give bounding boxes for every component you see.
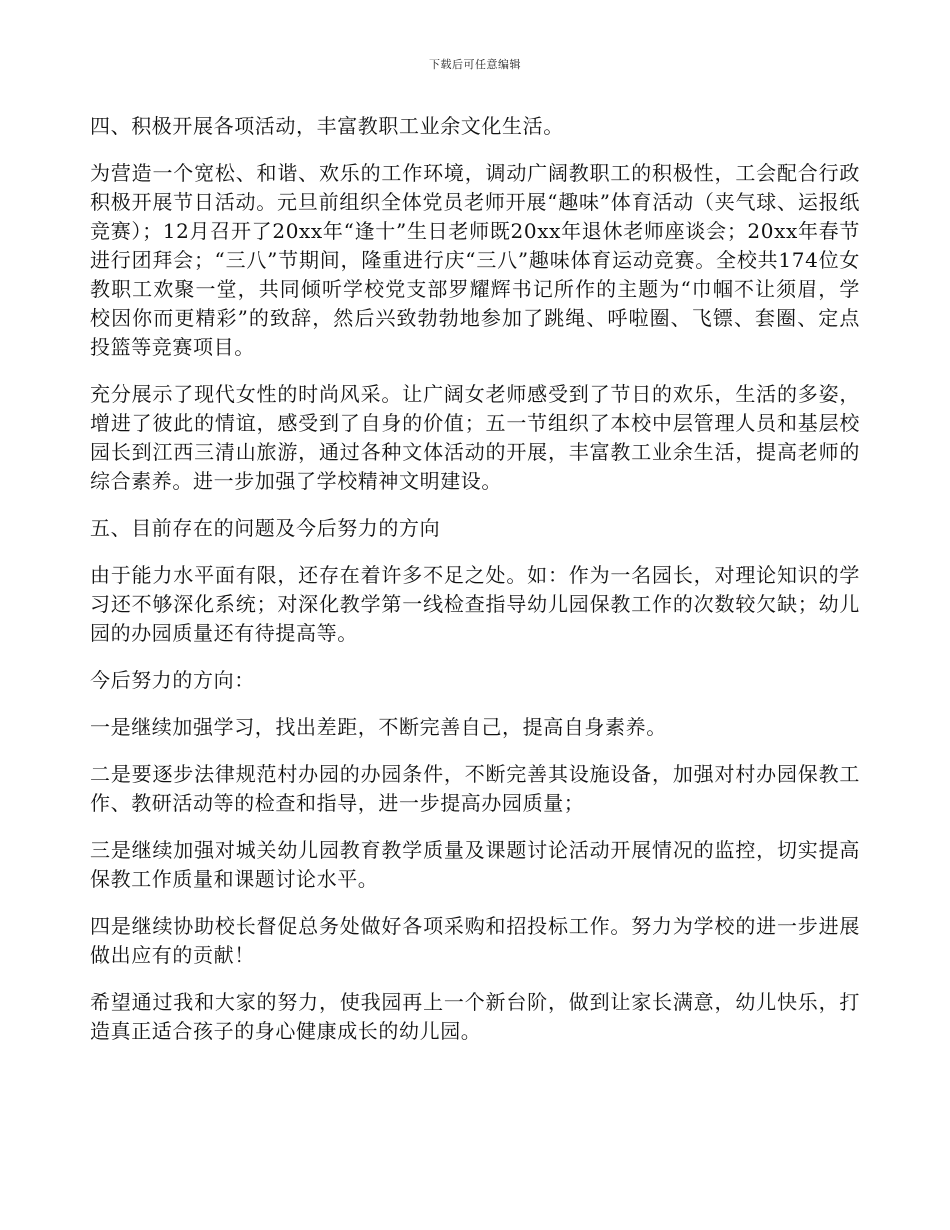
page-header: 下载后可任意编辑	[429, 58, 521, 71]
list-item-third: 三是继续加强对城关幼儿园教育教学质量及课题讨论活动开展情况的监控，切实提高保教工作质量和课题讨论水平。	[90, 838, 860, 891]
paragraph-shortcomings: 由于能力水平面有限，还存在着许多不足之处。如：作为一名园长，对理论知识的学习还不够深化系统；对深化教学第一线检查指导幼儿园保教工作的次数较欠缺；幼儿园的办园质量还有待提高等。	[90, 563, 860, 645]
paragraph-holiday-activities: 为营造一个宽松、和谐、欢乐的工作环境，调动广阔教职工的积极性，工会配合行政积极开展节日活动。元旦前组织全体党员老师开展“趣味”体育活动（夹气球、运报纸竞赛）；12月召开了20xx年“逢十”生日老师既20xx年退休老师座谈会；20xx年春节进行团拜会；“三八”节期间，隆重进行庆“三八”趣味体育运动竞赛。全校共174位女教职工欢聚一堂，共同倾听学校党支部罗耀辉书记所作的主题为“巾帼不让须眉，学校因你而更精彩”的致辞，然后兴致勃勃地参加了跳绳、呼啦圈、飞镖、套圈、定点投篮等竞赛项目。	[90, 161, 860, 359]
paragraph-womens-style: 充分展示了现代女性的时尚风采。让广阔女老师感受到了节日的欢乐，生活的多姿，增进了彼此的情谊，感受到了自身的价值；五一节组织了本校中层管理人员和基层校园长到江西三清山旅游，通过各种文体活动的开展，丰富教工业余生活，提高老师的综合素养。进一步加强了学校精神文明建设。	[90, 382, 860, 493]
list-item-second: 二是要逐步法律规范村办园的办园条件，不断完善其设施设备，加强对村办园保教工作、教研活动等的检查和指导，进一步提高办园质量；	[90, 762, 860, 815]
paragraph-closing: 希望通过我和大家的努力，使我园再上一个新台阶，做到让家长满意，幼儿快乐，打造真正适合孩子的身心健康成长的幼儿园。	[90, 990, 860, 1043]
section-heading-problems: 五、目前存在的问题及今后努力的方向	[90, 516, 441, 540]
document-body	[90, 112, 860, 1064]
list-item-first: 一是继续加强学习，找出差距，不断完善自己，提高自身素养。	[90, 715, 667, 739]
list-item-fourth: 四是继续协助校长督促总务处做好各项采购和招投标工作。努力为学校的进一步进展做出应有的贡献！	[90, 914, 860, 967]
section-heading-activities: 四、积极开展各项活动，丰富教职工业余文化生活。	[90, 114, 564, 138]
paragraph-future-direction-label: 今后努力的方向：	[90, 668, 255, 692]
